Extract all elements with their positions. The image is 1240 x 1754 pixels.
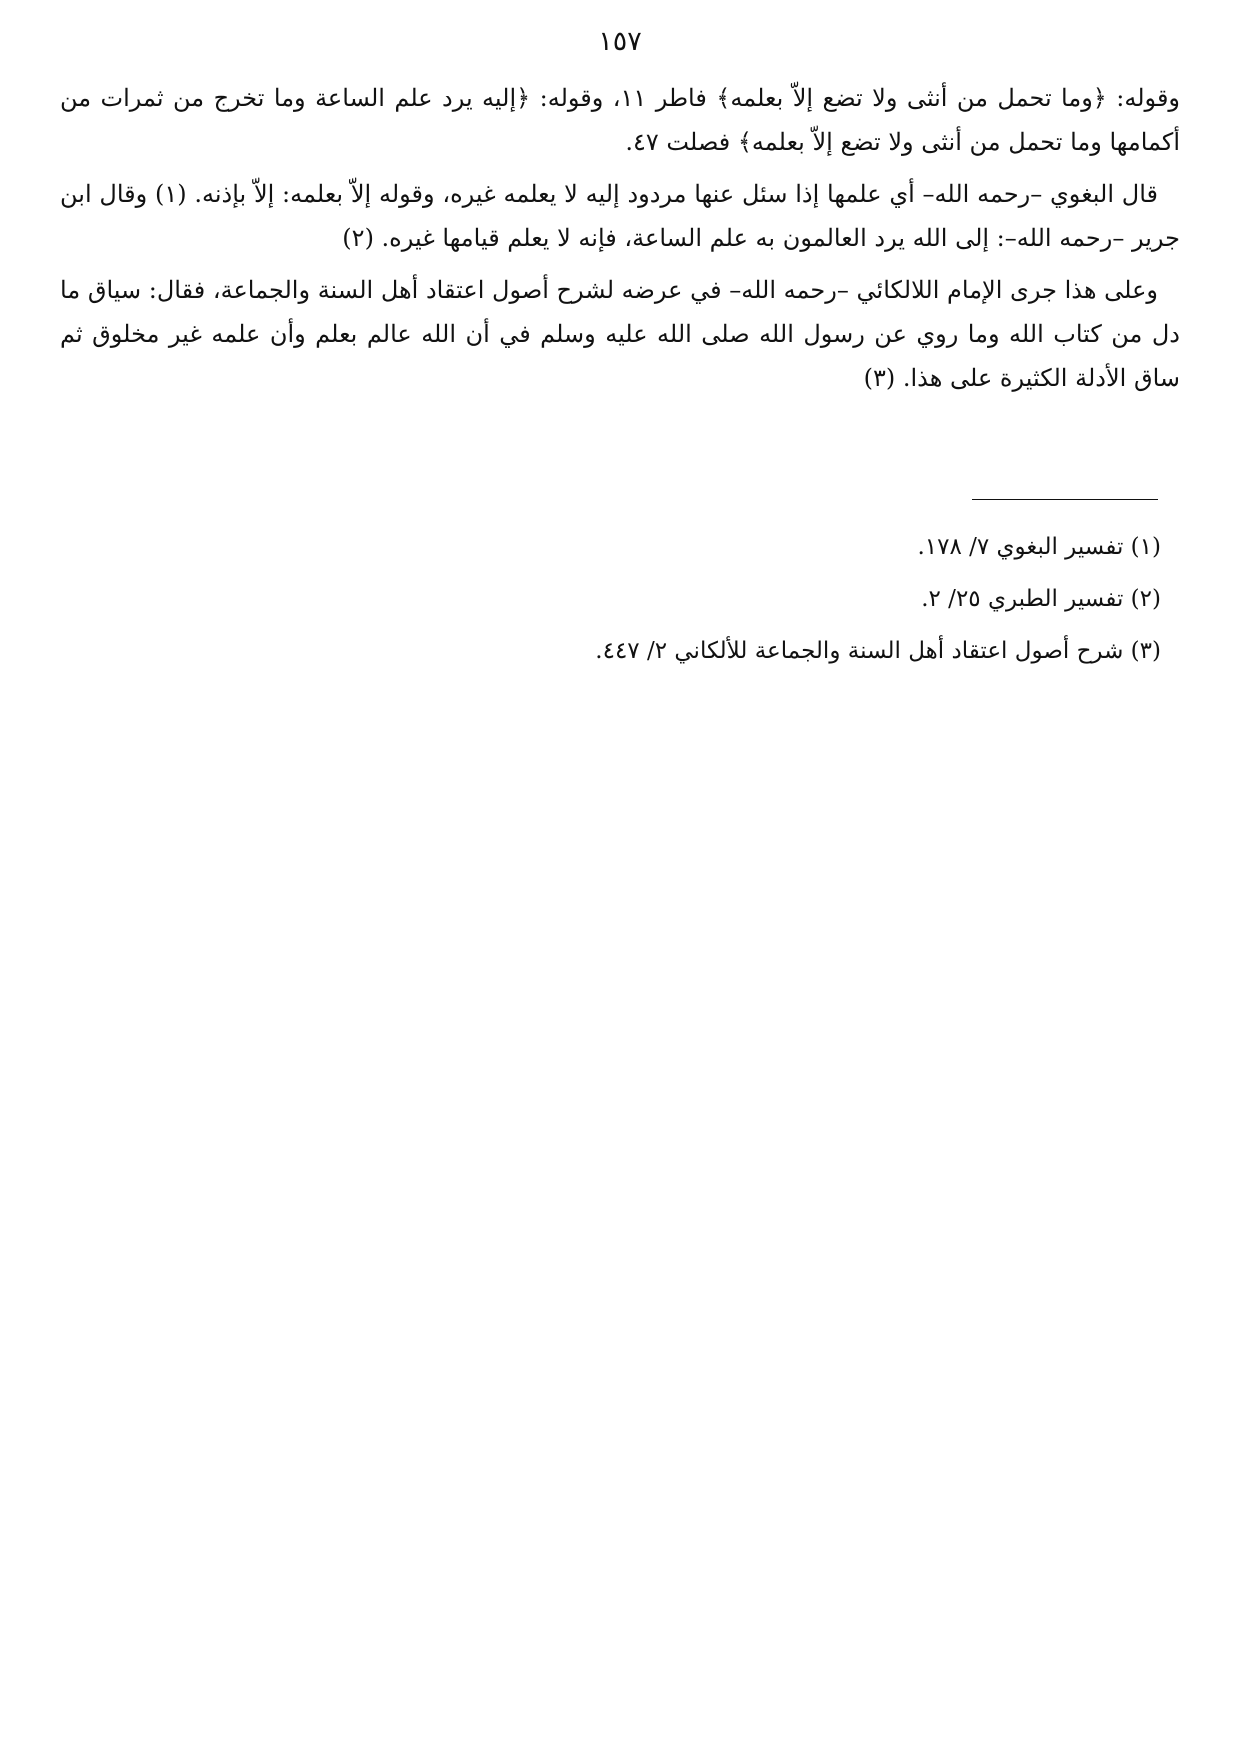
main-text (60, 76, 1180, 408)
footnote-separator (972, 499, 1158, 500)
footnote-1: (١) تفسير البغوي ٧/ ١٧٨. (917, 534, 1161, 560)
paragraph-quran-verses: وقوله: ﴿وما تحمل من أنثى ولا تضع إلاّ بعلمه﴾ فاطر ١١، وقوله: ﴿إليه يرد علم الساعة وما تخرج من ثمرات من أكمامها وما تحمل من أنثى ولا تضع إلاّ بعلمه﴾ فصلت ٤٧. (60, 84, 1180, 156)
footnotes (60, 530, 1161, 686)
paragraph-lalakai: وعلى هذا جرى الإمام اللالكائي –رحمه الله– في عرضه لشرح أصول اعتقاد أهل السنة والجماعة، فقال: سياق ما دل من كتاب الله وما روي عن رسول الله صلى الله عليه وسلم في أن الله عالم بعلم وأن علمه غير مخلوق ثم ساق الأدلة الكثيرة على هذا. (٣) (60, 276, 1180, 392)
footnote-3: (٣) شرح أصول اعتقاد أهل السنة والجماعة للألكاني ٢/ ٤٤٧. (595, 638, 1161, 664)
paragraph-baghawi-ibn-jarir: قال البغوي –رحمه الله– أي علمها إذا سئل عنها مردود إليه لا يعلمه غيره، وقوله إلاّ بعلمه: إلاّ بإذنه. (١) وقال ابن جرير –رحمه الله–: إلى الله يرد العالمون به علم الساعة، فإنه لا يعلم قيامها غيره. (٢) (60, 180, 1180, 252)
page-number: ١٥٧ (598, 26, 642, 57)
footnote-2: (٢) تفسير الطبري ٢٥/ ٢. (921, 586, 1161, 612)
